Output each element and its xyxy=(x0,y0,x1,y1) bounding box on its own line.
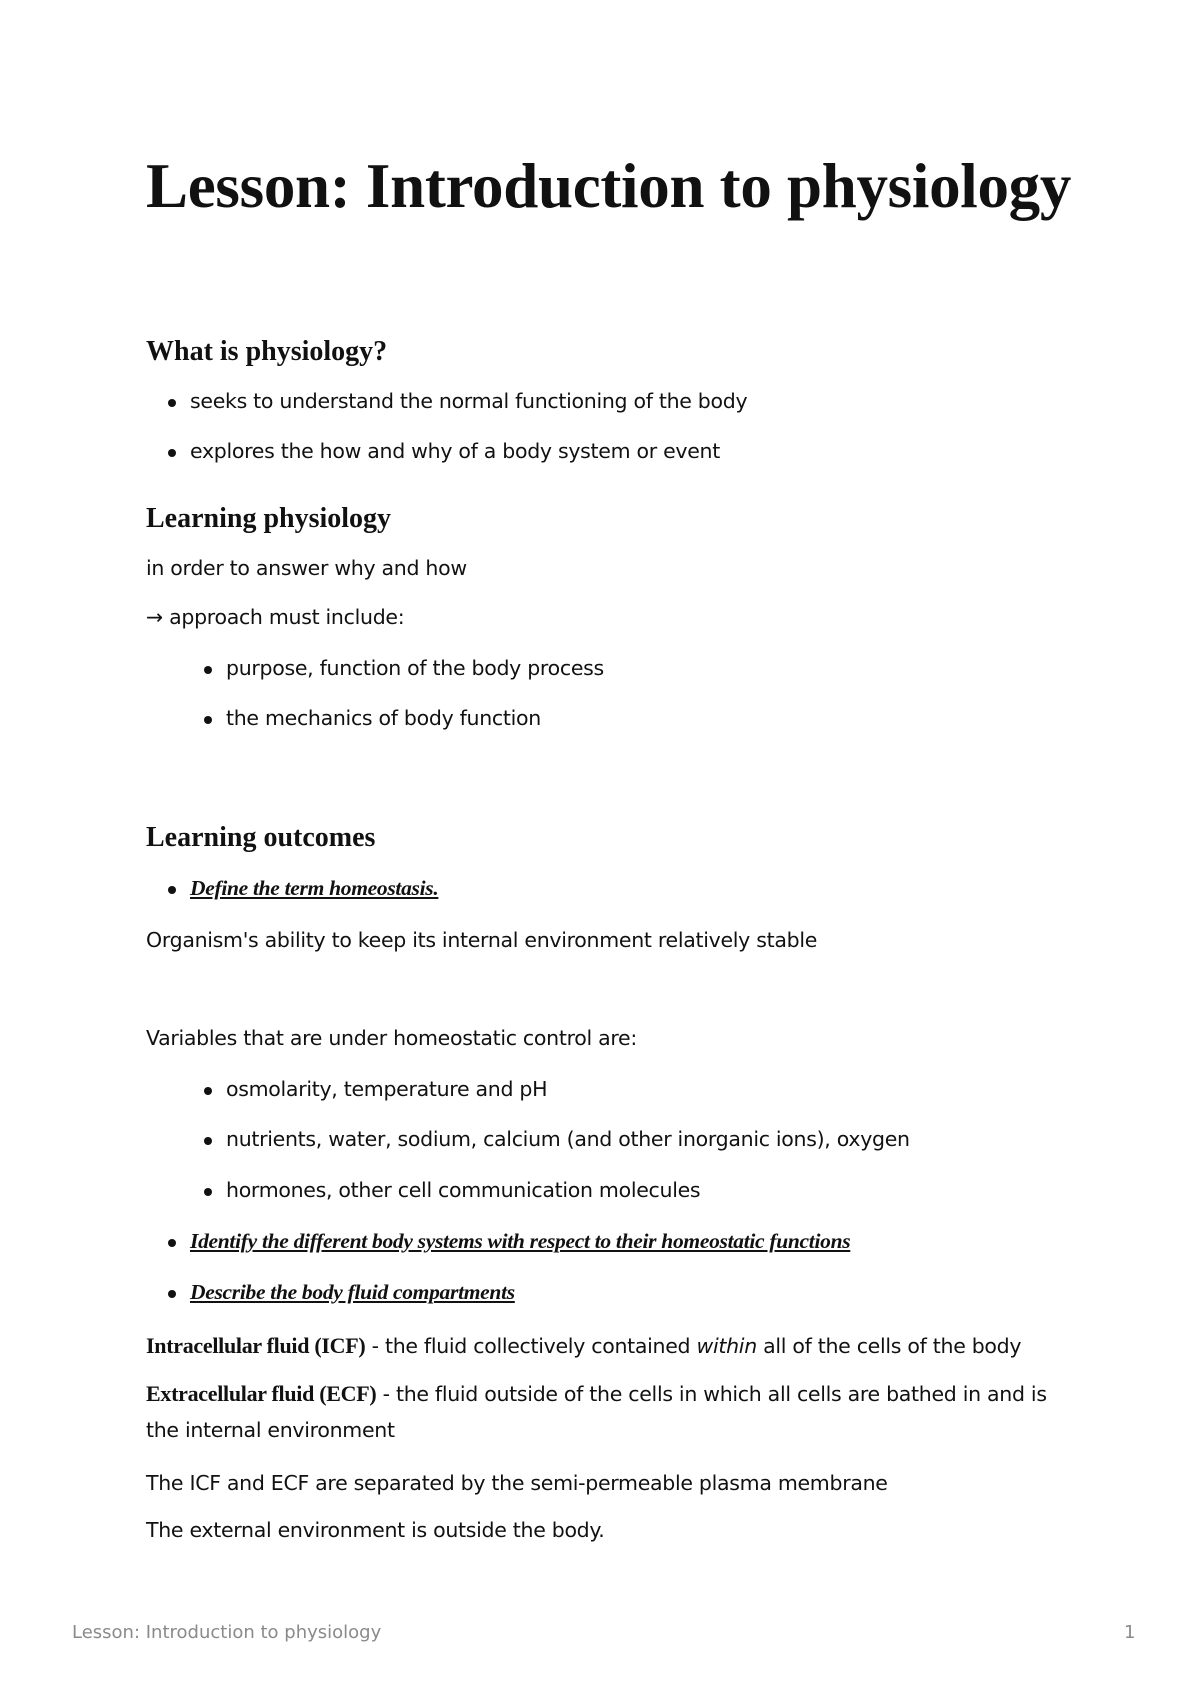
list-item: nutrients, water, sodium, calcium (and other inorganic ions), oxygen xyxy=(226,1127,910,1151)
paragraph-variables-intro: Variables that are under homeostatic control are: xyxy=(146,1026,637,1050)
bullet-icon xyxy=(204,716,212,724)
bullet-icon xyxy=(168,1290,176,1298)
heading-learning-outcomes: Learning outcomes xyxy=(146,822,376,853)
list-item: seeks to understand the normal functioning of the body xyxy=(190,389,747,413)
bullet-icon xyxy=(168,449,176,457)
paragraph-approach: → approach must include: xyxy=(146,605,405,629)
paragraph-ecf: Extracellular fluid (ECF) - the fluid outside of the cells in which all cells are bathed in and is the internal environment xyxy=(146,1381,1047,1442)
list-item: purpose, function of the body process xyxy=(226,656,604,680)
outcome-identify-body-systems: Identify the different body systems with respect to their homeostatic functions xyxy=(190,1229,851,1253)
outcome-describe-fluid-compartments: Describe the body fluid compartments xyxy=(190,1280,515,1304)
ecf-term: Extracellular fluid (ECF) xyxy=(146,1381,377,1406)
list-item: the mechanics of body function xyxy=(226,706,541,730)
bullet-icon xyxy=(168,399,176,407)
outcome-define-homeostasis: Define the term homeostasis. xyxy=(190,876,439,900)
bullet-icon xyxy=(204,1188,212,1196)
heading-what-is-physiology: What is physiology? xyxy=(146,336,388,367)
paragraph-icf: Intracellular fluid (ICF) - the fluid collectively contained within all of the cells of the body xyxy=(146,1333,1022,1358)
list-item: hormones, other cell communication molecules xyxy=(226,1178,700,1202)
list-item xyxy=(190,1280,515,1305)
paragraph-separation: The ICF and ECF are separated by the semi-permeable plasma membrane xyxy=(146,1471,888,1495)
heading-learning-physiology: Learning physiology xyxy=(146,503,392,534)
footer-page-number: 1 xyxy=(1124,1622,1136,1643)
bullet-icon xyxy=(204,1137,212,1145)
list-item: explores the how and why of a body system or event xyxy=(190,439,720,463)
list-item: osmolarity, temperature and pH xyxy=(226,1077,547,1101)
paragraph-external: The external environment is outside the body. xyxy=(146,1518,605,1542)
icf-term: Intracellular fluid (ICF) xyxy=(146,1333,366,1358)
paragraph-definition: Organism's ability to keep its internal environment relatively stable xyxy=(146,928,818,952)
bullet-icon xyxy=(168,886,176,894)
page-title: Lesson: Introduction to physiology xyxy=(146,151,1072,221)
footer-title: Lesson: Introduction to physiology xyxy=(72,1622,382,1643)
list-item xyxy=(190,876,438,901)
bullet-icon xyxy=(204,666,212,674)
paragraph-intro: in order to answer why and how xyxy=(146,556,467,580)
bullet-icon xyxy=(168,1239,176,1247)
list-item xyxy=(190,1229,850,1254)
bullet-icon xyxy=(204,1087,212,1095)
